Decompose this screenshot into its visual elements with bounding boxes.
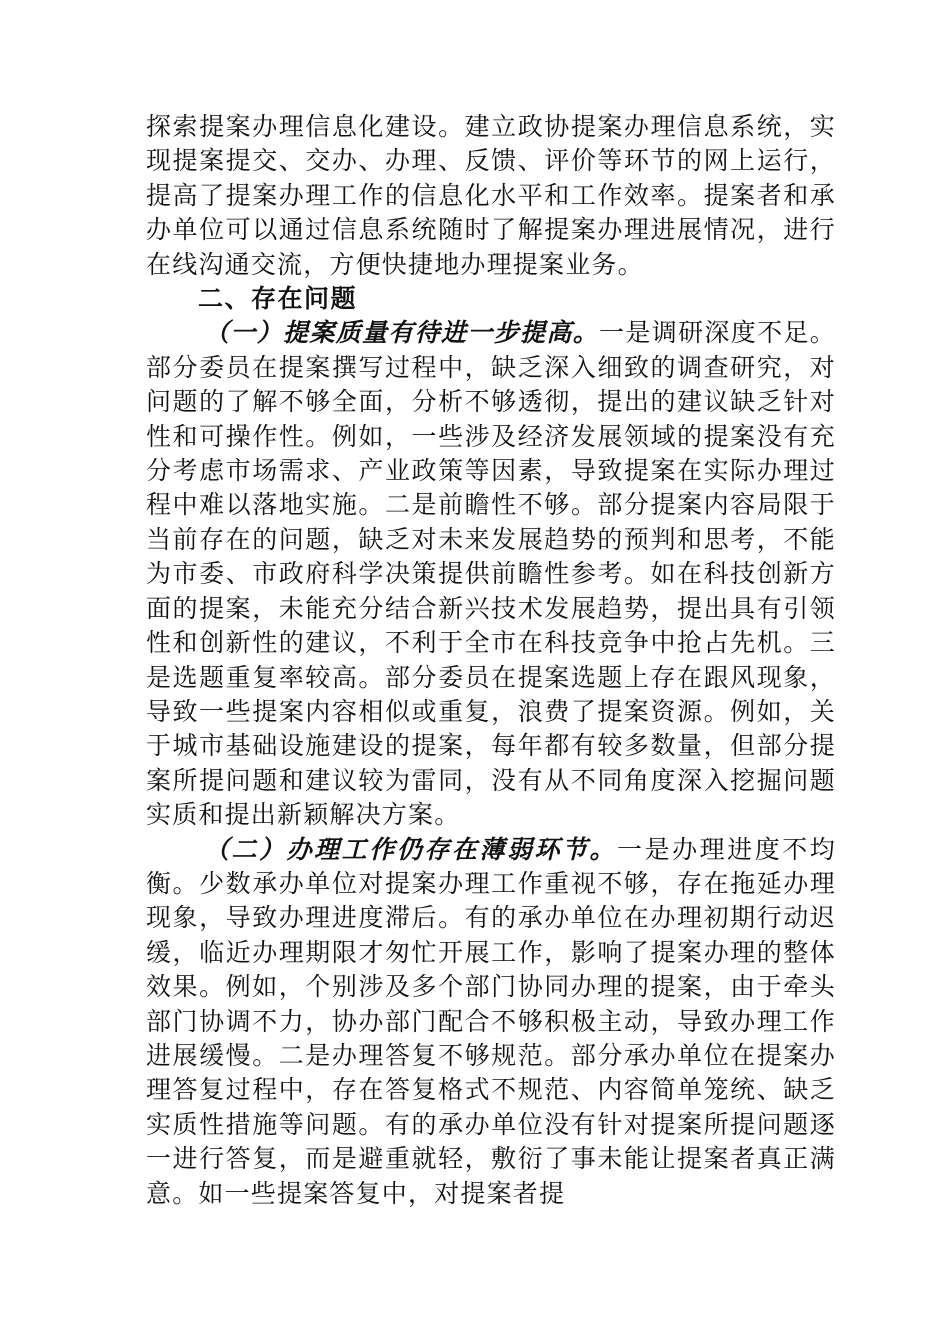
subsection-body-handling-weakness: 一是办理进度不均衡。少数承办单位对提案办理工作重视不够，存在拖延办理现象，导致办理进度滞后。有的承办单位在办理初期行动迟缓，临近办理期限才匆忙开展工作，影响了提案办理的整体效果。例如，个别涉及多个部门协同办理的提案，由于牵头部门协调不力，协办部门配合不够积极主动，导致办理工作进展缓慢。二是办理答复不够规范。部分承办单位在提案办理答复过程中，存在答复格式不规范、内容简单笼统、缺乏实质性措施等问题。有的承办单位没有针对提案所提问题逐一进行答复，而是避重就轻，敷衍了事未能让提案者真正满意。如一些提案答复中，对提案者提 — [146, 834, 836, 1208]
document-body — [146, 110, 836, 1211]
paragraph-proposal-quality — [146, 316, 836, 832]
paragraph-informatization: 探索提案办理信息化建设。建立政协提案办理信息系统，实现提案提交、交办、办理、反馈、评价等环节的网上运行，提高了提案办理工作的信息化水平和工作效率。提案者和承办单位可以通过信息系统随时了解提案办理进展情况，进行在线沟通交流，方便快捷地办理提案业务。 — [146, 112, 836, 279]
subsection-title-proposal-quality: （一）提案质量有待进一步提高。 — [204, 318, 600, 348]
subsection-title-handling-weakness: （二）办理工作仍存在薄弱环节。 — [204, 834, 618, 864]
subsection-body-proposal-quality: 一是调研深度不足。部分委员在提案撰写过程中，缺乏深入细致的调查研究，对问题的了解不够全面，分析不够透彻，提出的建议缺乏针对性和可操作性。例如，一些涉及经济发展领域的提案没有充分考虑市场需求、产业政策等因素，导致提案在实际办理过程中难以落地实施。二是前瞻性不够。部分提案内容局限于当前存在的问题，缺乏对未来发展趋势的预判和思考，不能为市委、市政府科学决策提供前瞻性参考。如在科技创新方面的提案，未能充分结合新兴技术发展趋势，提出具有引领性和创新性的建议，不利于全市在科技竞争中抢占先机。三是选题重复率较高。部分委员在提案选题上存在跟风现象，导致一些提案内容相似或重复，浪费了提案资源。例如，关于城市基础设施建设的提案，每年都有较多数量，但部分提案所提问题和建议较为雷同，没有从不同角度深入挖掘问题实质和提出新颖解决方案。 — [146, 318, 836, 830]
paragraph-handling-weakness — [146, 833, 836, 1211]
section-heading-problems: 二、存在问题 — [198, 284, 358, 314]
